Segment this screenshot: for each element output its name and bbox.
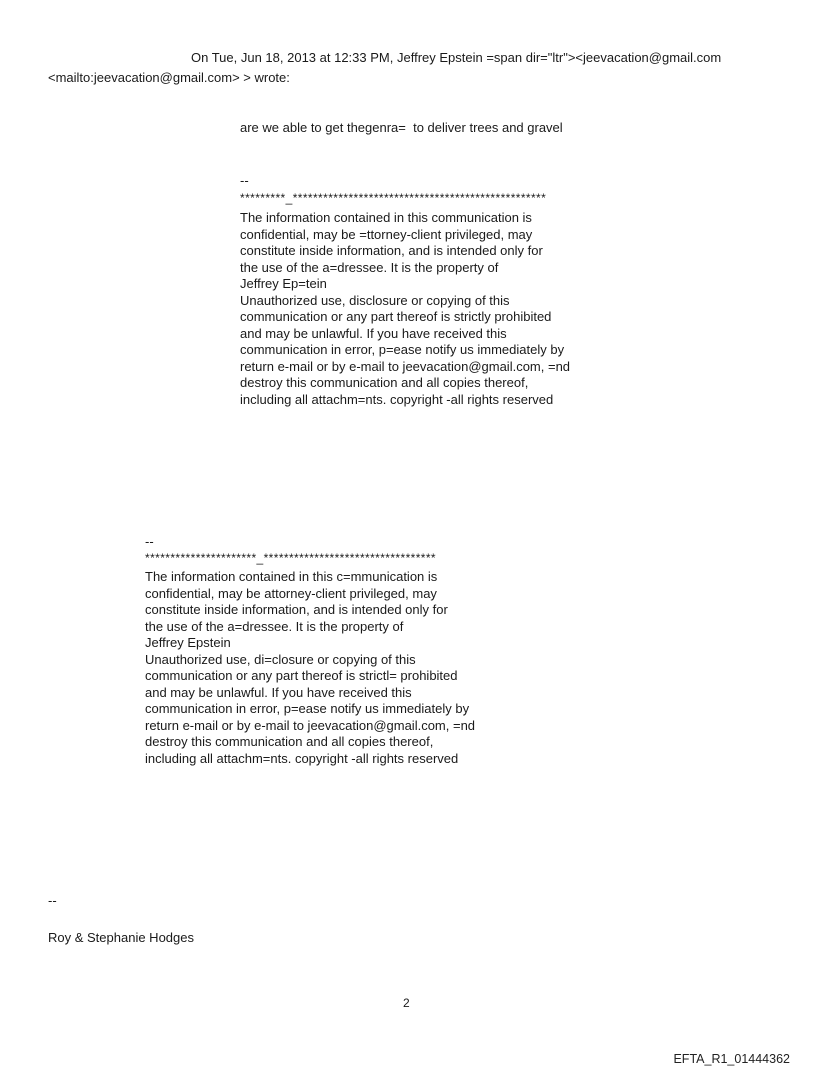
disclaimer-line: constitute inside information, and is intended only for bbox=[145, 602, 448, 617]
quoted-header-line-1: On Tue, Jun 18, 2013 at 12:33 PM, Jeffrey Epstein =span dir="ltr"><jeevacation@gmail.com bbox=[191, 50, 722, 65]
outer-signature-stars: **********************_********************************** bbox=[145, 551, 436, 565]
disclaimer-line: including all attachm=nts. copyright -all rights reserved bbox=[145, 750, 459, 766]
disclaimer-line: communication in error, p=ease notify us immediately by bbox=[240, 342, 565, 357]
disclaimer-line: return e-mail or by e-mail to jeevacation@gmail.com, =nd bbox=[145, 717, 476, 733]
disclaimer-line: communication in error, p=ease notify us immediately by bbox=[145, 701, 470, 716]
disclaimer-line: and may be unlawful. If you have received this bbox=[240, 325, 507, 341]
disclaimer-line: Jeffrey Ep=tein bbox=[240, 276, 327, 291]
disclaimer-line: including all attachm=nts. copyright -all rights reserved bbox=[240, 391, 554, 407]
inner-signature-stars: *********_************************************************** bbox=[240, 191, 547, 205]
document-id: EFTA_R1_01444362 bbox=[673, 1052, 790, 1066]
sender-name: Roy & Stephanie Hodges bbox=[48, 930, 194, 945]
disclaimer-line: the use of the a=dressee. It is the property of bbox=[240, 259, 499, 275]
sender-signature-dashes: -- bbox=[48, 893, 57, 908]
message-text: are we able to get thegenra= to deliver trees and gravel bbox=[240, 120, 563, 135]
inner-signature-disclaimer bbox=[240, 210, 570, 408]
disclaimer-line: Jeffrey Epstein bbox=[145, 635, 231, 650]
disclaimer-line: confidential, may be attorney-client privileged, may bbox=[145, 585, 437, 601]
disclaimer-line: destroy this communication and all copies thereof, bbox=[145, 734, 434, 749]
page-number: 2 bbox=[403, 996, 410, 1010]
outer-signature-dashes: -- bbox=[145, 534, 154, 549]
quoted-header-line-2: <mailto:jeevacation@gmail.com> > wrote: bbox=[48, 70, 290, 85]
disclaimer-line: the use of the a=dressee. It is the property of bbox=[145, 618, 404, 634]
disclaimer-line: Unauthorized use, di=closure or copying of this bbox=[145, 651, 416, 667]
disclaimer-line: and may be unlawful. If you have received this bbox=[145, 684, 412, 700]
disclaimer-line: Unauthorized use, disclosure or copying of this bbox=[240, 292, 510, 308]
disclaimer-line: return e-mail or by e-mail to jeevacation@gmail.com, =nd bbox=[240, 358, 571, 374]
disclaimer-line: communication or any part thereof is strictl= prohibited bbox=[145, 668, 458, 683]
disclaimer-line: communication or any part thereof is strictly prohibited bbox=[240, 309, 552, 324]
disclaimer-line: confidential, may be =ttorney-client privileged, may bbox=[240, 226, 533, 242]
disclaimer-line: destroy this communication and all copies thereof, bbox=[240, 375, 529, 390]
disclaimer-line: constitute inside information, and is intended only for bbox=[240, 243, 543, 258]
disclaimer-line: The information contained in this c=mmunication is bbox=[145, 569, 438, 584]
disclaimer-line: The information contained in this communication is bbox=[240, 210, 532, 225]
inner-signature-dashes: -- bbox=[240, 173, 249, 188]
outer-signature-disclaimer bbox=[145, 569, 475, 767]
